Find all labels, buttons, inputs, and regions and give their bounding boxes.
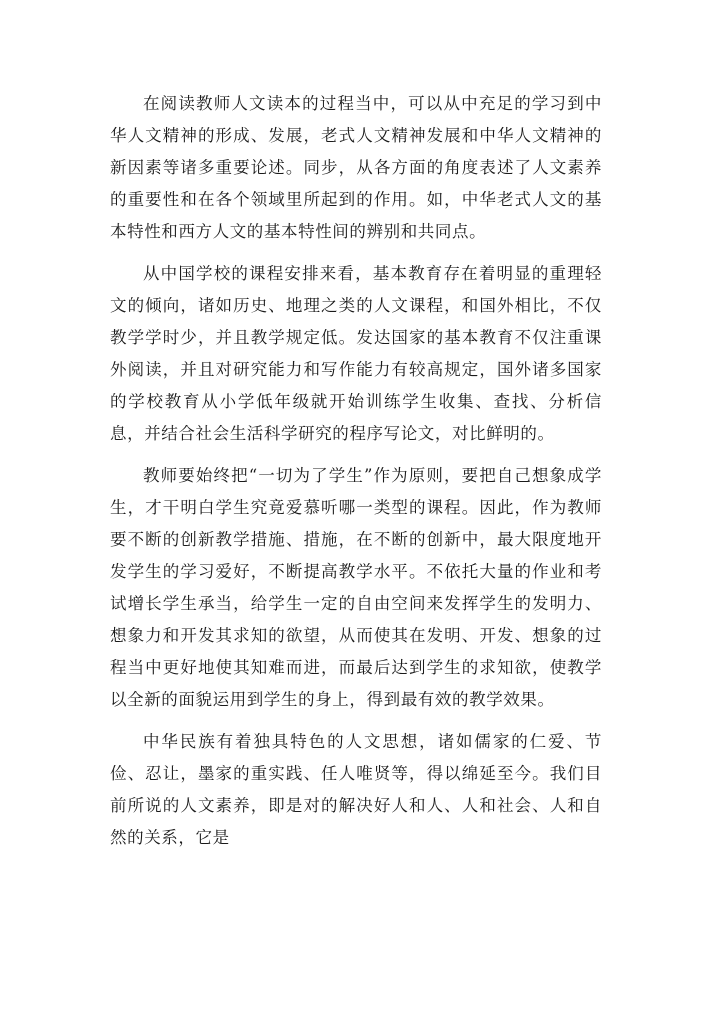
paragraph-3: 教师要始终把“一切为了学生”作为原则，要把自己想象成学生，才干明白学生究竟爱慕听哪一类型的课程。因此，作为教师要不断的创新教学措施、措施，在不断的创新中，最大限度地开发学生的学习爱好，不断提高教学水平。不依托大量的作业和考试增长学生承当，给学生一定的自由空间来发挥学生的发明力、想象力和开发其求知的欲望，从而使其在发明、开发、想象的过程当中更好地使其知难而进，而最后达到学生的求知欲，使教学以全新的面貌运用到学生的身上，得到最有效的教学效果。 xyxy=(110,466,602,709)
body-text xyxy=(110,88,602,864)
paragraph-1: 在阅读教师人文读本的过程当中，可以从中充足的学习到中华人文精神的形成、发展，老式人文精神发展和中华人文精神的新因素等诸多重要论述。同步，从各方面的角度表述了人文素养的重要性和在各个领域里所起到的作用。如，中华老式人文的基本特性和西方人文的基本特性间的辨别和共同点。 xyxy=(110,94,602,241)
paragraph-2: 从中国学校的课程安排来看，基本教育存在着明显的重理轻文的倾向，诸如历史、地理之类的人文课程，和国外相比，不仅教学学时少，并且教学规定低。发达国家的基本教育不仅注重课外阅读，并且对研究能力和写作能力有较高规定，国外诸多国家的学校教育从小学低年级就开始训练学生收集、查找、分析信息，并结合社会生活科学研究的程序写论文，对比鲜明的。 xyxy=(110,264,602,443)
paragraph-4: 中华民族有着独具特色的人文思想，诸如儒家的仁爱、节俭、忍让，墨家的重实践、任人唯贤等，得以绵延至今。我们目前所说的人文素养，即是对的解决好人和人、人和社会、人和自然的关系，它是 xyxy=(110,732,602,847)
